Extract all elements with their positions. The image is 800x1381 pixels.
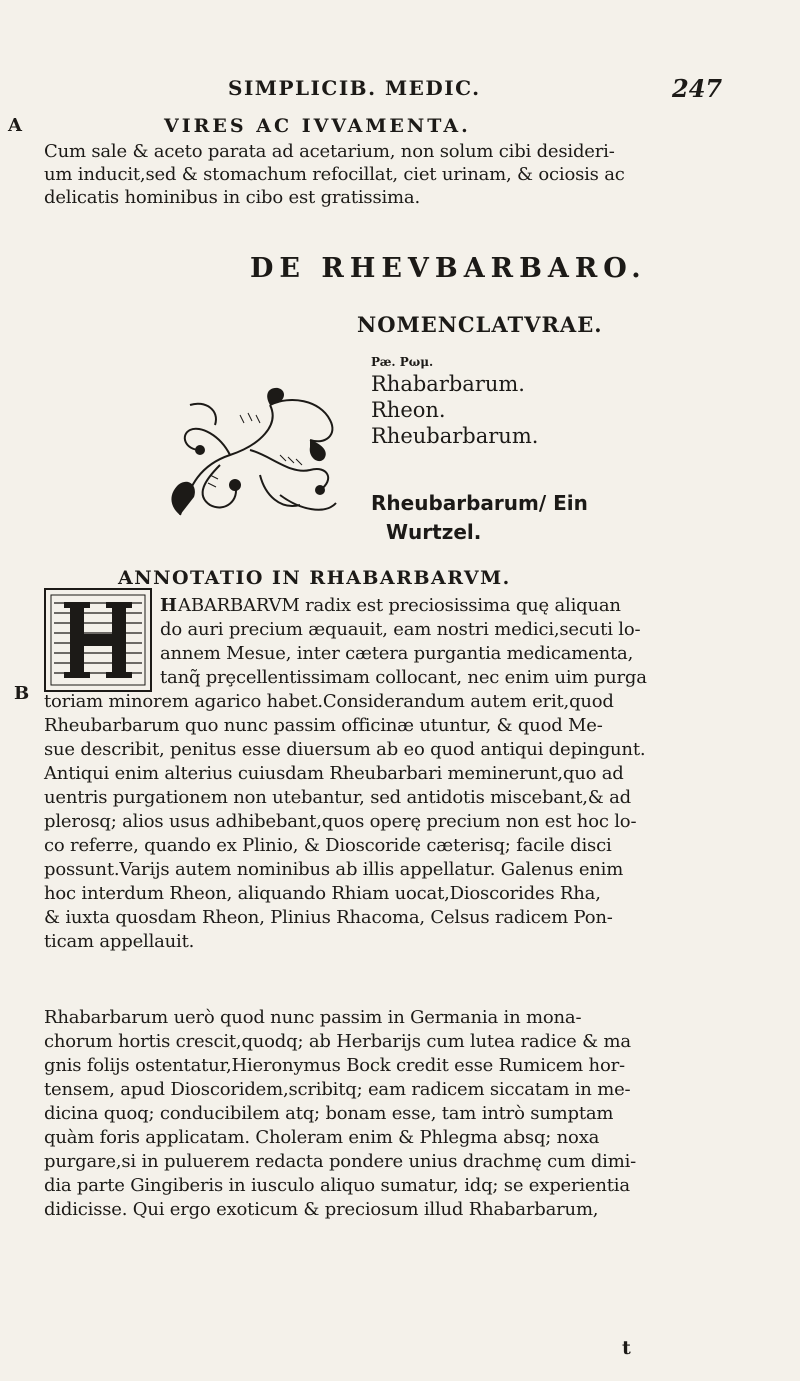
text-line: possunt.Varijs autem nominibus ab illis appellatur. Galenus enim — [44, 859, 624, 880]
floral-ornament-woodcut — [160, 385, 346, 533]
name-rheubarbarum: Rheubarbarum. — [371, 424, 539, 448]
margin-letter-a: A — [8, 115, 22, 136]
running-header: SIMPLICIB. MEDIC. — [228, 76, 481, 100]
text-line: um inducit,sed & stomachum refocillat, ciet urinam, & ociosis ac — [44, 164, 625, 185]
nomenclature-heading: NOMENCLATVRAE. — [357, 312, 603, 337]
text-line: tanq̃ prȩcellentissimam collocant, nec enim uim purga — [160, 667, 647, 688]
text-line: Rhabarbarum uerò quod nunc passim in Germania in mona- — [44, 1007, 582, 1028]
text-line: delicatis hominibus in cibo est gratissima. — [44, 187, 420, 208]
section-title-vires: VIRES AC IVVAMENTA. — [164, 115, 471, 137]
text-line: uentris purgationem non utebantur, sed antidotis miscebant,& ad — [44, 787, 631, 808]
text-line: sue describit, penitus esse diuersum ab eo quod antiqui depingunt. — [44, 739, 646, 760]
name-rheon: Rheon. — [371, 398, 446, 422]
catchword: t — [622, 1337, 631, 1359]
lead-initial: H — [160, 595, 179, 616]
text-line — [160, 595, 621, 616]
text-line: hoc interdum Rheon, aliquando Rhiam uocat,Dioscorides Rha, — [44, 883, 601, 904]
text-line: toriam minorem agarico habet.Considerandum autem erit,quod — [44, 691, 614, 712]
text-line: gnis folijs ostentatur,Hieronymus Bock credit esse Rumicem hor- — [44, 1055, 625, 1076]
lead-text: ABARBARVM radix est preciosissima quę aliquan — [178, 595, 621, 616]
text-line: dicina quoq; conducibilem atq; bonam esse, tam intrò sumptam — [44, 1103, 614, 1124]
german-name-line-1: Rheubarbarum/ Ein — [371, 491, 588, 515]
text-line: do auri precium æquauit, eam nostri medici,secuti lo- — [160, 619, 641, 640]
page-number: 247 — [672, 74, 723, 103]
decorated-initial-h — [44, 588, 152, 692]
text-line: Cum sale & aceto parata ad acetarium, non solum cibi desideri- — [44, 141, 615, 162]
name-rhabarbarum: Rhabarbarum. — [371, 372, 525, 396]
text-line: Antiqui enim alterius cuiusdam Rheubarbari meminerunt,quo ad — [44, 763, 624, 784]
text-line: purgare,si in puluerem redacta pondere unius drachmę cum dimi- — [44, 1151, 637, 1172]
german-name-line-2: Wurtzel. — [386, 520, 482, 544]
text-line: ticam appellauit. — [44, 931, 195, 952]
text-line: chorum hortis crescit,quodq; ab Herbarijs cum lutea radice & ma — [44, 1031, 631, 1052]
text-line: didicisse. Qui ergo exoticum & preciosum illud Rhabarbarum, — [44, 1199, 599, 1220]
margin-letter-b: B — [14, 683, 30, 704]
text-line: annem Mesue, inter cætera purgantia medicamenta, — [160, 643, 634, 664]
language-label: Pæ. Pωμ. — [371, 355, 434, 369]
text-line: & iuxta quosdam Rheon, Plinius Rhacoma, Celsus radicem Pon- — [44, 907, 613, 928]
text-line: Rheubarbarum quo nunc passim officinæ utuntur, & quod Me- — [44, 715, 603, 736]
text-line: quàm foris applicatam. Choleram enim & Phlegma absq; noxa — [44, 1127, 600, 1148]
text-line: co referre, quando ex Plinio, & Dioscoride cæterisq; facile disci — [44, 835, 612, 856]
text-line: plerosq; alios usus adhibebant,quos operę precium non est hoc lo- — [44, 811, 637, 832]
chapter-title: DE RHEVBARBARO. — [250, 253, 647, 284]
annotatio-heading: ANNOTATIO IN RHABARBARVM. — [118, 567, 511, 589]
text-line: tensem, apud Dioscoridem,scribitq; eam radicem siccatam in me- — [44, 1079, 631, 1100]
text-line: dia parte Gingiberis in iusculo aliquo sumatur, idq; se experientia — [44, 1175, 630, 1196]
